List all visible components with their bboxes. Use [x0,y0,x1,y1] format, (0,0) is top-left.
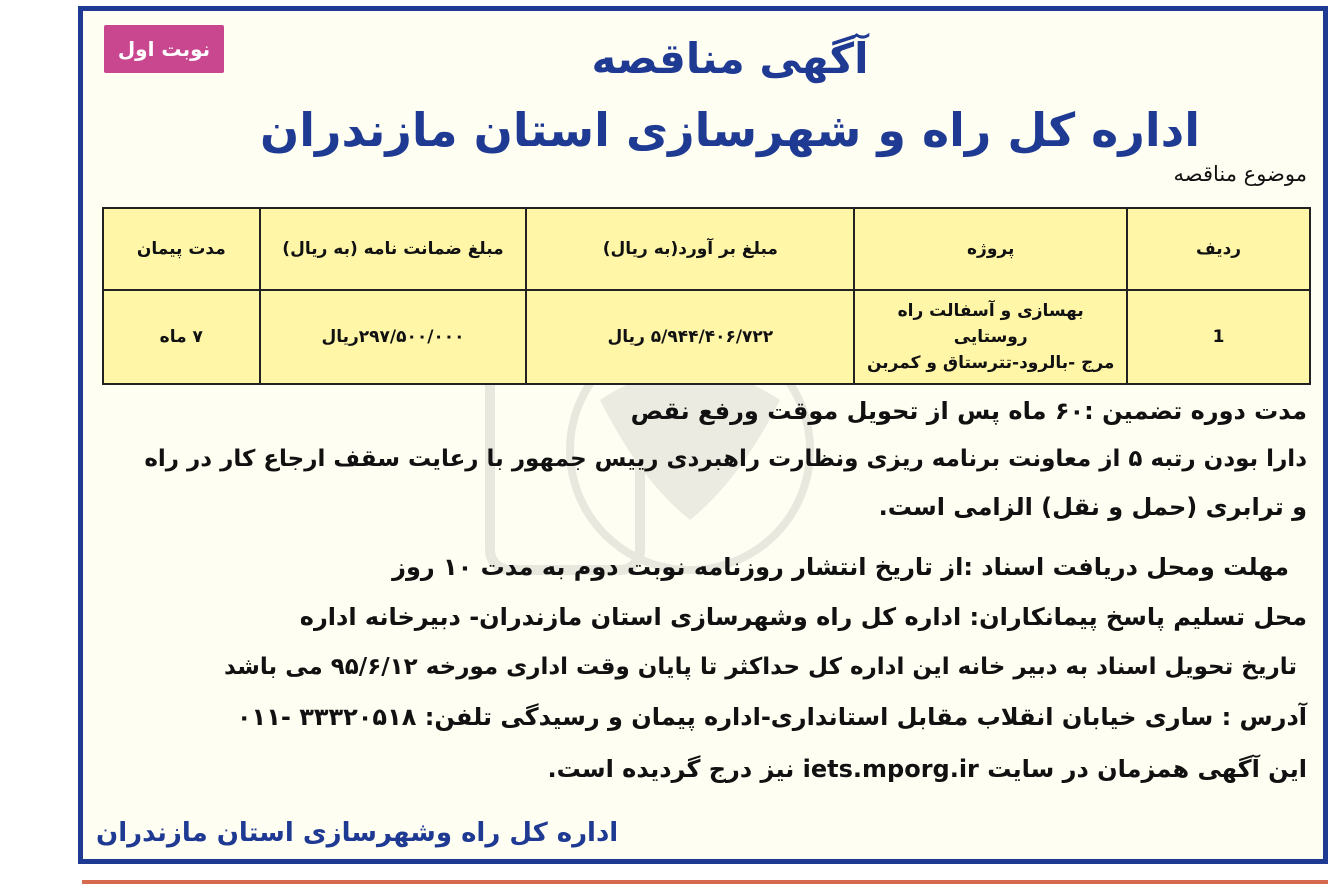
table-header-row [103,208,1310,290]
cell-duration: ۷ ماه [103,290,260,384]
cell-row-number: 1 [1127,290,1310,384]
project-line-1: بهسازی و آسفالت راه روستایی [897,301,1084,347]
document-deadline-line: مهلت ومحل دریافت اسناد :از تاریخ انتشار روزنامه نوبت دوم به مدت ۱۰ روز [392,553,1289,581]
website-line: این آگهی همزمان در سایت iets.mporg.ir نیز درج گردیده است. [547,755,1307,783]
bottom-divider [82,880,1328,884]
table-row [103,290,1310,384]
tender-table [102,207,1311,385]
header-duration: مدت پیمان [103,208,260,290]
delivery-date-line: تاریخ تحویل اسناد به دبیر خانه این اداره کل حداکثر تا پایان وقت اداری مورخه ۹۵/۶/۱۲ می باشد [224,654,1297,680]
header-estimate: مبلغ بر آورد(به ریال) [526,208,854,290]
notice-title: آگهی مناقصه [591,34,869,83]
first-round-badge: نوبت اول [104,25,224,73]
eligibility-line: دارا بودن رتبه ۵ از معاونت برنامه ریزی ونظارت راهبردی رییس جمهور با رعایت سقف ارجاع کار در راه [144,446,1307,472]
address-line: آدرس : ساری خیابان انقلاب مقابل استانداری-اداره پیمان و رسیدگی تلفن: ۳۳۳۲۰۵۱۸ -۰۱۱ [236,703,1307,731]
project-line-2: مرج -بالرود-تترستاق و کمربن [866,353,1115,373]
header-project: پروژه [854,208,1127,290]
guarantee-period-line: مدت دوره تضمین :۶۰ ماه پس از تحویل موقت ورفع نقص [630,397,1307,425]
cell-estimate: ۵/۹۴۴/۴۰۶/۷۲۲ ریال [526,290,854,384]
cell-project [854,290,1127,384]
cell-guarantee: ۲۹۷/۵۰۰/۰۰۰ریال [260,290,527,384]
submission-place-line: محل تسلیم پاسخ پیمانکاران: اداره کل راه وشهرسازی استان مازندران- دبیرخانه اداره [299,603,1307,631]
signature-organization: اداره کل راه وشهرسازی استان مازندران [96,818,619,848]
eligibility-line-cont: و ترابری (حمل و نقل) الزامی است. [878,493,1307,521]
tender-subject-label: موضوع مناقصه [1173,162,1307,186]
header-guarantee: مبلغ ضمانت نامه (به ریال) [260,208,527,290]
header-row-number: ردیف [1127,208,1310,290]
organization-title: اداره کل راه و شهرسازی استان مازندران [260,103,1200,157]
